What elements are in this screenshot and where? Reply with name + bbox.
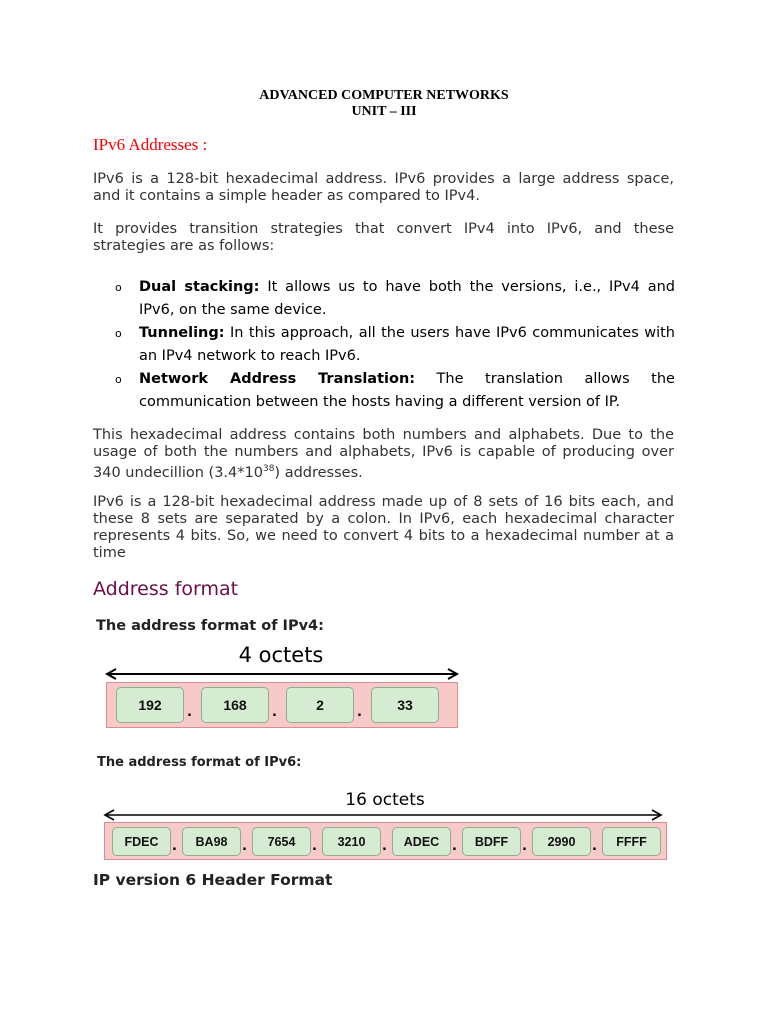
separator-dot: . — [382, 839, 387, 854]
ipv4-address-band — [106, 682, 458, 728]
ipv6-addresses-heading: IPv6 Addresses : — [93, 135, 208, 154]
bullet-marker: o — [115, 327, 122, 340]
separator-dot: . — [172, 839, 177, 854]
ipv6-hextet: 7654 — [252, 827, 311, 856]
ipv6-hextet: 3210 — [322, 827, 381, 856]
ipv6-octets-label: 16 octets — [345, 790, 425, 810]
ipv6-span-arrow — [102, 809, 664, 821]
ipv6-header-format-heading: IP version 6 Header Format — [93, 871, 333, 889]
ipv6-address-band — [104, 822, 667, 860]
strategy-term: Network Address Translation: — [139, 371, 416, 387]
separator-dot: . — [357, 705, 362, 720]
strategy-text: In this approach, all the users have IPv6 communicates with an IPv4 network to reach IPv6. — [139, 325, 675, 364]
ipv4-octet: 2 — [286, 687, 354, 723]
strategy-text: The translation allows the communication between the hosts having a different version of IP. — [139, 371, 675, 410]
ipv4-octets-label: 4 octets — [238, 643, 324, 667]
course-title: ADVANCED COMPUTER NETWORKS — [259, 88, 509, 103]
hex-paragraph — [93, 427, 674, 482]
ipv6-hextet: BDFF — [462, 827, 521, 856]
strategy-text: It allows us to have both the versions, i.e., IPv4 and IPv6, on the same device. — [139, 279, 676, 318]
strategy-term: Tunneling: — [139, 325, 225, 341]
bits-paragraph: IPv6 is a 128-bit hexadecimal address made up of 8 sets of 16 bits each, and these 8 sets are separated by a colon. In IPv6, each hexadecimal character represents 4 bits. So, we need to convert 4 bits to a hexadecimal number at a time — [93, 494, 674, 561]
separator-dot: . — [522, 839, 527, 854]
ipv6-hextet: 2990 — [532, 827, 591, 856]
list-item — [115, 368, 675, 414]
address-format-heading: Address format — [93, 578, 239, 600]
hex-paragraph-text: This hexadecimal address contains both numbers and alphabets. Due to the usage of both the numbers and alphabets, IPv6 is capable of producing over 340 undecillion (3.4*10 — [93, 427, 674, 481]
strategy-list — [115, 276, 675, 414]
intro-paragraph: IPv6 is a 128-bit hexadecimal address. IPv6 provides a large address space, and it contains a simple header as compared to IPv4. — [93, 171, 674, 204]
list-item — [115, 322, 675, 368]
ipv6-hextet: FFFF — [602, 827, 661, 856]
strategy-term: Dual stacking: — [139, 279, 260, 295]
ipv6-hextet: ADEC — [392, 827, 451, 856]
ipv4-octet: 33 — [371, 687, 439, 723]
separator-dot: . — [312, 839, 317, 854]
ipv6-hextet: BA98 — [182, 827, 241, 856]
ipv4-octet: 168 — [201, 687, 269, 723]
separator-dot: . — [187, 705, 192, 720]
bullet-marker: o — [115, 373, 122, 386]
transition-paragraph: It provides transition strategies that convert IPv4 into IPv6, and these strategies are as follows: — [93, 221, 674, 254]
ipv4-figure-label: The address format of IPv4: — [96, 618, 324, 634]
exponent: 38 — [262, 464, 275, 474]
ipv6-figure-label: The address format of IPv6: — [97, 755, 302, 770]
bullet-marker: o — [115, 281, 122, 294]
ipv6-hextet: FDEC — [112, 827, 171, 856]
unit-title: UNIT – III — [351, 104, 417, 119]
separator-dot: . — [452, 839, 457, 854]
hex-paragraph-end: ) addresses. — [274, 464, 363, 481]
separator-dot: . — [272, 705, 277, 720]
list-item — [115, 276, 675, 322]
ipv4-span-arrow — [104, 668, 460, 680]
separator-dot: . — [592, 839, 597, 854]
separator-dot: . — [242, 839, 247, 854]
ipv4-octet: 192 — [116, 687, 184, 723]
